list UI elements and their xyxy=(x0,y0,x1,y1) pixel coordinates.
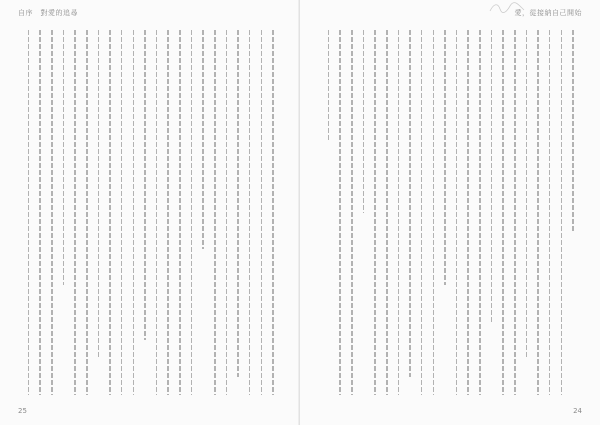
text-column xyxy=(572,30,574,231)
text-column xyxy=(444,30,446,285)
text-column xyxy=(179,30,181,395)
text-column xyxy=(214,30,216,395)
text-column xyxy=(249,30,251,395)
text-column xyxy=(156,30,158,395)
text-column xyxy=(39,30,41,395)
running-head: 愛，從接納自己開始 xyxy=(514,9,582,17)
text-column xyxy=(121,30,123,395)
vertical-text-body xyxy=(322,30,578,395)
text-column xyxy=(74,30,76,395)
vertical-text-body xyxy=(22,30,278,395)
text-column xyxy=(191,30,193,395)
text-column xyxy=(86,30,88,395)
text-column xyxy=(109,30,111,395)
text-column xyxy=(202,30,204,249)
text-column xyxy=(398,30,400,395)
text-column xyxy=(363,30,365,213)
page-number: 24 xyxy=(573,407,582,415)
text-column xyxy=(549,30,551,395)
running-head: 自序 對愛的追尋 xyxy=(18,9,78,17)
text-column xyxy=(386,30,388,395)
right-page xyxy=(300,0,600,425)
text-column xyxy=(561,30,563,395)
text-column xyxy=(421,30,423,395)
text-column xyxy=(328,30,330,140)
text-column xyxy=(261,30,263,395)
text-column xyxy=(514,30,516,395)
text-column xyxy=(226,30,228,395)
text-column xyxy=(272,30,274,395)
text-column xyxy=(237,30,239,377)
text-column xyxy=(351,30,353,395)
text-column xyxy=(409,30,411,377)
text-column xyxy=(467,30,469,395)
text-column xyxy=(144,30,146,340)
text-column xyxy=(339,30,341,395)
text-column xyxy=(456,30,458,395)
text-column xyxy=(502,30,504,395)
text-column xyxy=(537,30,539,395)
text-column xyxy=(526,30,528,359)
text-column xyxy=(374,30,376,395)
text-column xyxy=(479,30,481,395)
page-number: 25 xyxy=(18,407,27,415)
text-column xyxy=(433,30,435,395)
text-column xyxy=(51,30,53,395)
text-column xyxy=(98,30,100,359)
text-column xyxy=(491,30,493,322)
text-column xyxy=(133,30,135,395)
text-column xyxy=(167,30,169,395)
text-column xyxy=(63,30,65,285)
text-column xyxy=(28,30,30,395)
